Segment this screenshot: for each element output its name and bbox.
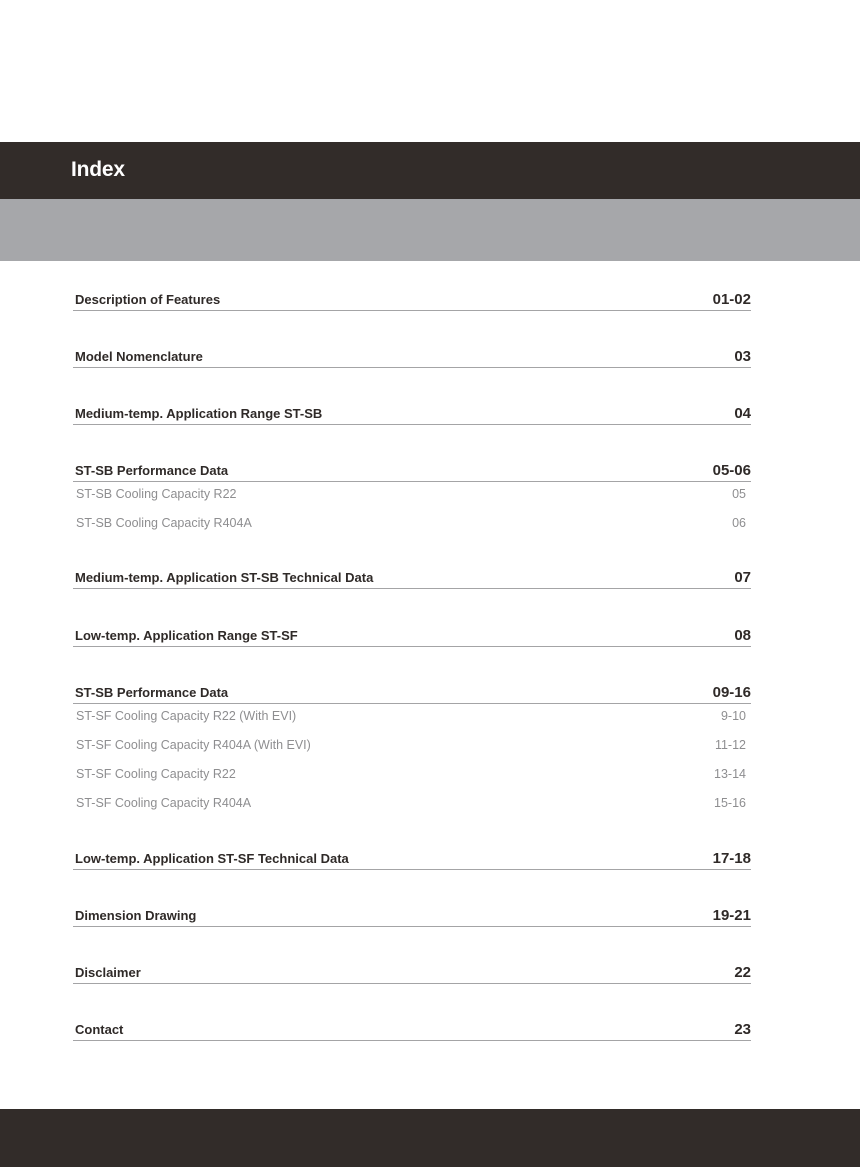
entry-page-number: 07 bbox=[734, 569, 751, 586]
index-entry[interactable] bbox=[73, 957, 751, 984]
sub-entry-page-number: 9-10 bbox=[720, 709, 746, 723]
index-entry[interactable] bbox=[73, 843, 751, 870]
entry-title: ST-SB Performance Data bbox=[75, 685, 229, 700]
sub-entry-page-number: 06 bbox=[732, 516, 746, 530]
index-sub-entry[interactable] bbox=[76, 796, 746, 814]
index-sub-entry[interactable] bbox=[76, 767, 746, 785]
entry-title: ST-SB Performance Data bbox=[75, 463, 229, 478]
index-entry[interactable] bbox=[73, 620, 751, 647]
entry-page-number: 19-21 bbox=[712, 907, 751, 924]
entry-title: Medium-temp. Application Range ST-SB bbox=[75, 406, 323, 421]
entry-page-number: 05-06 bbox=[712, 462, 751, 479]
sub-entry-title: ST-SF Cooling Capacity R22 bbox=[76, 767, 236, 781]
sub-entry-page-number: 13-14 bbox=[714, 767, 746, 781]
entry-page-number: 03 bbox=[734, 348, 751, 365]
header-band bbox=[0, 142, 860, 199]
entry-page-number: 17-18 bbox=[712, 850, 751, 867]
index-entry[interactable] bbox=[73, 455, 751, 482]
index-sub-entry[interactable] bbox=[76, 709, 746, 727]
entry-title: Contact bbox=[75, 1022, 124, 1037]
page-title: Index bbox=[71, 158, 125, 181]
entry-page-number: 04 bbox=[734, 405, 751, 422]
entry-page-number: 08 bbox=[734, 627, 751, 644]
entry-title: Medium-temp. Application ST-SB Technical Data bbox=[75, 570, 374, 585]
entry-title: Description of Features bbox=[75, 292, 221, 307]
entry-page-number: 01-02 bbox=[712, 291, 751, 308]
index-sub-entry[interactable] bbox=[76, 516, 746, 534]
sub-entry-title: ST-SF Cooling Capacity R404A (With EVI) bbox=[76, 738, 311, 752]
footer-band bbox=[0, 1109, 860, 1167]
index-sub-entry[interactable] bbox=[76, 487, 746, 505]
sub-entry-page-number: 11-12 bbox=[714, 738, 746, 752]
grey-band bbox=[0, 199, 860, 261]
entry-title: Model Nomenclature bbox=[75, 349, 203, 364]
entry-title: Disclaimer bbox=[75, 965, 141, 980]
entry-title: Low-temp. Application ST-SF Technical Data bbox=[75, 851, 349, 866]
index-entry[interactable] bbox=[73, 341, 751, 368]
index-entry[interactable] bbox=[73, 284, 751, 311]
entry-title: Low-temp. Application Range ST-SF bbox=[75, 628, 298, 643]
sub-entry-title: ST-SF Cooling Capacity R404A bbox=[76, 796, 252, 810]
index-entry[interactable] bbox=[73, 1014, 751, 1041]
index-entry[interactable] bbox=[73, 562, 751, 589]
index-sub-entry[interactable] bbox=[76, 738, 746, 756]
index-entry[interactable] bbox=[73, 677, 751, 704]
index-entry[interactable] bbox=[73, 398, 751, 425]
entry-page-number: 22 bbox=[734, 964, 751, 981]
sub-entry-title: ST-SB Cooling Capacity R22 bbox=[76, 487, 237, 501]
entry-title: Dimension Drawing bbox=[75, 908, 197, 923]
index-entry[interactable] bbox=[73, 900, 751, 927]
sub-entry-page-number: 15-16 bbox=[714, 796, 746, 810]
sub-entry-title: ST-SF Cooling Capacity R22 (With EVI) bbox=[76, 709, 297, 723]
sub-entry-title: ST-SB Cooling Capacity R404A bbox=[76, 516, 252, 530]
sub-entry-page-number: 05 bbox=[732, 487, 746, 501]
entry-page-number: 23 bbox=[734, 1021, 751, 1038]
entry-page-number: 09-16 bbox=[712, 684, 751, 701]
